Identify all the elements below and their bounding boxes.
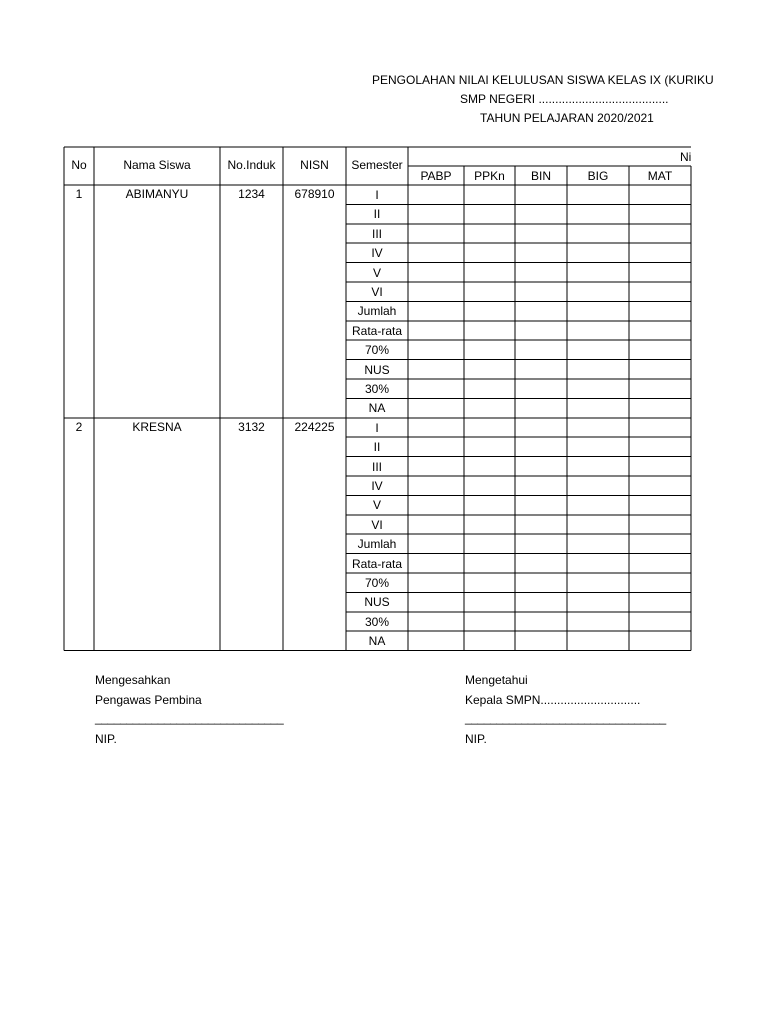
student-1-no: 1 <box>75 187 83 201</box>
student-2-no-induk: 3132 <box>238 420 265 434</box>
semester-label-s2-7: Jumlah <box>357 537 397 552</box>
subject-header-ppkn: PPKn <box>474 169 505 183</box>
report-title-line3: TAHUN PELAJARAN 2020/2021 <box>480 111 654 125</box>
semester-label-s1-9: 70% <box>364 343 390 358</box>
semester-label-s2-3: III <box>371 459 382 474</box>
semester-label-s2-11: 30% <box>364 614 390 629</box>
semester-label-s1-2: II <box>373 207 381 222</box>
semester-label-s2-6: VI <box>371 517 383 532</box>
column-header-nama-siswa: Nama Siswa <box>123 158 191 172</box>
left-signature-line1: Mengesahkan <box>95 673 171 687</box>
report-title-line2: SMP NEGERI ....................................... <box>460 92 669 106</box>
column-header-no: No <box>71 158 87 172</box>
semester-label-s2-9: 70% <box>364 576 390 590</box>
report-title-line1: PENGOLAHAN NILAI KELULUSAN SISWA KELAS IX (KURIKU <box>372 73 714 87</box>
semester-label-s2-1: I <box>375 420 379 435</box>
left-signature-line2: Pengawas Pembina <box>95 693 202 707</box>
student-2-nisn: 224225 <box>294 420 335 434</box>
student-2-no: 2 <box>75 420 83 434</box>
column-header-semester: Semester <box>351 158 403 172</box>
right-signature-underline: ________________________________ <box>465 711 666 725</box>
student-2-name: KRESNA <box>132 420 182 434</box>
semester-label-s1-10: NUS <box>364 362 390 377</box>
left-signature-nip: NIP. <box>95 732 117 746</box>
semester-label-s1-8: Rata-rata <box>351 323 403 338</box>
right-signature-line1: Mengetahui <box>465 673 528 687</box>
semester-label-s2-10: NUS <box>364 595 390 610</box>
right-signature-line2: Kepala SMPN.............................. <box>465 693 641 707</box>
semester-label-s1-12: NA <box>368 401 386 416</box>
semester-label-s1-4: IV <box>371 246 383 261</box>
left-signature-underline: ______________________________ <box>95 711 284 725</box>
semester-label-s2-4: IV <box>371 479 383 493</box>
subject-header-mat: MAT <box>647 169 673 183</box>
semester-label-s2-5: V <box>372 498 381 513</box>
semester-label-s2-12: NA <box>368 634 386 649</box>
subject-header-bin: BIN <box>530 169 551 183</box>
right-signature-nip: NIP. <box>465 732 487 746</box>
semester-label-s1-7: Jumlah <box>357 304 397 319</box>
semester-label-s1-3: III <box>371 226 382 241</box>
column-header-no-induk: No.Induk <box>227 158 276 172</box>
semester-label-s1-11: 30% <box>364 382 390 396</box>
semester-label-s1-5: V <box>372 265 381 280</box>
column-header-nisn: NISN <box>300 158 329 172</box>
subject-header-big: BIG <box>587 169 609 183</box>
student-1-no-induk: 1234 <box>238 187 265 201</box>
subject-header-pabp: PABP <box>420 169 452 183</box>
semester-label-s1-6: VI <box>371 285 383 299</box>
student-1-name: ABIMANYU <box>125 187 189 201</box>
column-header-nilai-group: Ni <box>680 150 692 164</box>
semester-label-s1-1: I <box>375 188 379 202</box>
student-1-nisn: 678910 <box>294 187 335 201</box>
semester-label-s2-2: II <box>373 440 381 455</box>
semester-label-s2-8: Rata-rata <box>351 556 403 571</box>
